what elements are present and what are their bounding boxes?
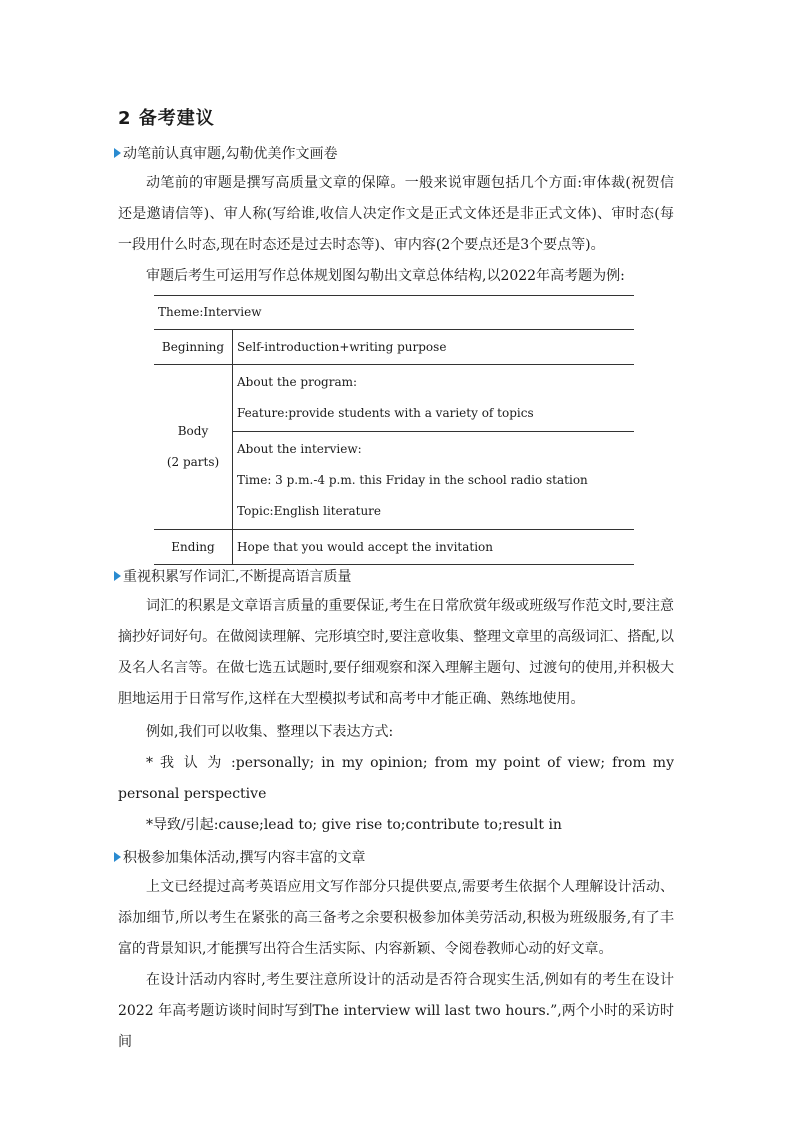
section-heading: 2 备考建议 [118, 108, 215, 129]
row-text-ending: Hope that you would accept the invitation [233, 530, 635, 565]
body-part-1: About the program: Feature:provide students with a variety of topics [233, 365, 635, 432]
triangle-marker-icon [114, 571, 121, 581]
triangle-marker-icon [114, 148, 121, 158]
row-text-beginning: Self-introduction+writing purpose [233, 330, 635, 365]
paragraph: 词汇的积累是文章语言质量的重要保证,考生在日常欣赏年级或班级写作范文时,要注意摘抄好词好句。在做阅读理解、完形填空时,要注意收集、整理文章里的高级词汇、搭配,以及名人名言等。在做七选五试题时,要仔细观察和深入理解主题句、过渡句的使用,并积极大胆地运用于日常写作,这样在大型模拟考试和高考中才能正确、熟练地使用。 [118, 598, 674, 707]
paragraph: 例如,我们可以收集、整理以下表达方式: [146, 724, 394, 740]
list-item: * 我 认 为 :personally; in my opinion; from my point of view; from my personal perspective [118, 755, 674, 802]
list-item: *导致/引起:cause;lead to; give rise to;contribute to;result in [146, 817, 562, 833]
subsection-title-2: 重视积累写作词汇,不断提高语言质量 [114, 567, 351, 587]
subsection-title-1: 动笔前认真审题,勾勒优美作文画卷 [114, 144, 337, 164]
paragraph: 审题后考生可运用写作总体规划图勾勒出文章总体结构,以2022年高考题为例: [146, 268, 625, 284]
row-label-ending: Ending [154, 530, 233, 565]
triangle-marker-icon [114, 852, 121, 862]
row-label-beginning: Beginning [154, 330, 233, 365]
row-label-body: Body (2 parts) [154, 365, 233, 530]
paragraph: 在设计活动内容时,考生要注意所设计的活动是否符合现实生活,例如有的考生在设计 2022 年高考题访谈时间时写到The interview will last two hours.”,两个小时的采访时间 [118, 972, 674, 1050]
table-theme: Theme:Interview [154, 296, 634, 330]
writing-outline-table [154, 295, 634, 565]
body-part-2: About the interview: Time: 3 p.m.-4 p.m. this Friday in the school radio station Topic:English literature [233, 432, 635, 530]
paragraph: 动笔前的审题是撰写高质量文章的保障。一般来说审题包括几个方面:审体裁(祝贺信还是邀请信等)、审人称(写给谁,收信人决定作文是正式文体还是非正式文体)、审时态(每一段用什么时态,现在时态还是过去时态等)、审内容(2个要点还是3个要点等)。 [118, 175, 674, 253]
paragraph: 上文已经提过高考英语应用文写作部分只提供要点,需要考生依据个人理解设计活动、添加细节,所以考生在紧张的高三备考之余要积极参加体美劳活动,积极为班级服务,有了丰富的背景知识,才能撰写出符合生活实际、内容新颖、令阅卷教师心动的好文章。 [118, 879, 674, 957]
subsection-title-3: 积极参加集体活动,撰写内容丰富的文章 [114, 848, 365, 868]
